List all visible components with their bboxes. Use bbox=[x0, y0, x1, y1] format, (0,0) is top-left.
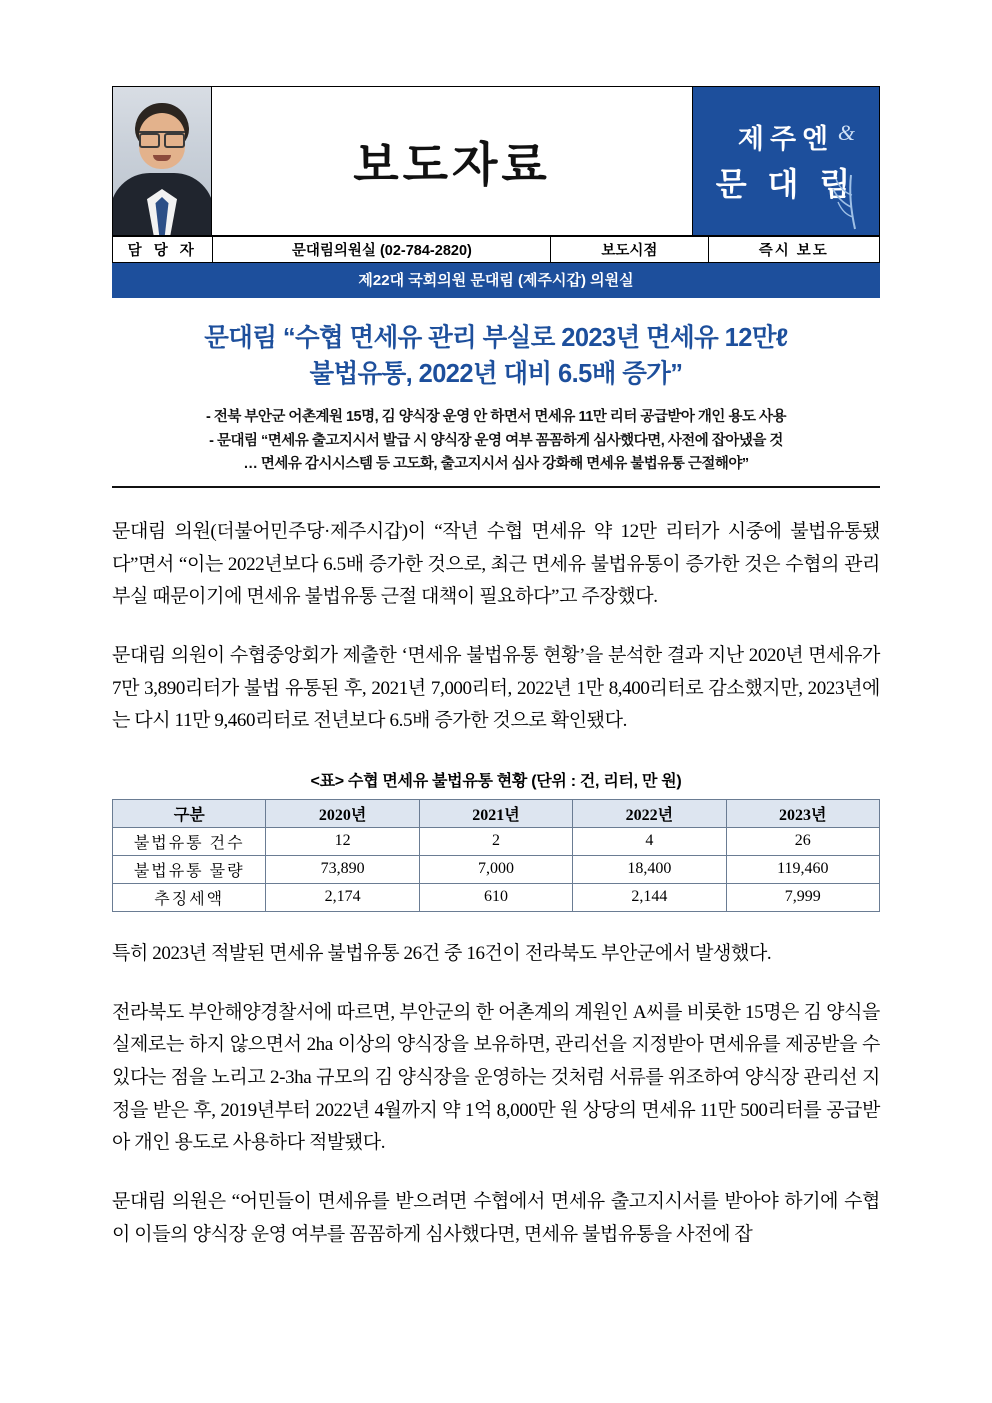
table-row bbox=[113, 856, 880, 884]
column-header: 2021년 bbox=[419, 800, 572, 828]
paragraph: 특히 2023년 적발된 면세유 불법유통 26건 중 16건이 전라북도 부안군에서 발생했다. bbox=[112, 943, 772, 964]
table-cell: 26 bbox=[726, 828, 879, 856]
table-cell: 4 bbox=[573, 828, 726, 856]
table-row bbox=[113, 237, 880, 263]
portrait-illustration bbox=[113, 87, 211, 235]
glasses-icon bbox=[139, 131, 185, 146]
office-banner: 제22대 국회의원 문대림 (제주시갑) 의원실 bbox=[112, 263, 880, 298]
table-cell: 12 bbox=[266, 828, 419, 856]
logo-line-1: 제주엔 bbox=[737, 124, 835, 154]
paragraph: 문대림 의원은 “어민들이 면세유를 받으려면 수협에서 면세유 출고지시서를 받아야 하기에 수협이 이들의 양식장 운영 여부를 꼼꼼하게 심사했다면, 면세유 불법유통을 사전에 잡 bbox=[112, 1191, 880, 1245]
release-timing-value: 즉시 보도 bbox=[708, 237, 879, 263]
table-cell: 18,400 bbox=[573, 856, 726, 884]
table-cell: 7,999 bbox=[726, 884, 879, 912]
document-title-cell bbox=[212, 87, 693, 236]
contact-label: 담 당 자 bbox=[113, 237, 213, 263]
table-caption: <표> 수협 면세유 불법유통 현황 (단위 : 건, 리터, 만 원) bbox=[310, 773, 682, 790]
table-cell: 2,174 bbox=[266, 884, 419, 912]
page-title: 보도자료 bbox=[353, 137, 551, 191]
table-cell: 2,144 bbox=[573, 884, 726, 912]
contact-value: 문대림의원실 (02-784-2820) bbox=[213, 237, 551, 263]
table-cell: 73,890 bbox=[266, 856, 419, 884]
column-header: 2022년 bbox=[573, 800, 726, 828]
ampersand-icon: & bbox=[837, 120, 855, 145]
column-header: 2023년 bbox=[726, 800, 879, 828]
logo-line-2: 문 대 림 bbox=[715, 166, 857, 202]
row-label: 불법유통 물량 bbox=[113, 856, 266, 884]
divider bbox=[112, 486, 880, 488]
headline bbox=[112, 320, 880, 392]
table-header-row bbox=[113, 800, 880, 828]
table-cell: 610 bbox=[419, 884, 572, 912]
illegal-distribution-table bbox=[112, 799, 880, 912]
subheadline-item: … 면세유 감시시스템 등 고도화, 출고지시서 심사 강화해 면세유 불법유통 근절해야” bbox=[243, 455, 749, 472]
headline-line-2: 불법유통, 2022년 대비 6.5배 증가” bbox=[309, 360, 683, 389]
body-content bbox=[112, 516, 880, 1251]
subheadline-list bbox=[112, 406, 880, 476]
press-release-header bbox=[112, 86, 880, 236]
release-timing-label: 보도시점 bbox=[551, 237, 708, 263]
paragraph: 문대림 의원이 수협중앙회가 제출한 ‘면세유 불법유통 현황’을 분석한 결과 지난 2020년 면세유가 7만 3,890리터가 불법 유통된 후, 2021년 7,000리터, 2022년 1만 8,400리터로 감소했지만, 2023년에는 다시 11만 9,460리터로 전년보다 6.5배 증가한 것으로 확인됐다. bbox=[112, 644, 880, 732]
column-header: 2020년 bbox=[266, 800, 419, 828]
subheadline-item: - 문대림 “면세유 출고지시서 발급 시 양식장 운영 여부 꼼꼼하게 심사했다면, 사전에 잡아냈을 것 bbox=[209, 432, 783, 449]
table-cell: 119,460 bbox=[726, 856, 879, 884]
column-header: 구분 bbox=[113, 800, 266, 828]
table-cell: 2 bbox=[419, 828, 572, 856]
table-cell: 7,000 bbox=[419, 856, 572, 884]
paragraph: 전라북도 부안해양경찰서에 따르면, 부안군의 한 어촌계의 계원인 A씨를 비롯한 15명은 김 양식을 실제로는 하지 않으면서 2ha 이상의 양식장을 보유하면, 관리선을 지정받아 면세유를 제공받을 수 있다는 점을 노리고 2-3ha 규모의 김 양식장을 운영하는 것처럼 서류를 위조하여 양식장 관리선 지정을 받은 후, 2019년부터 2022년 4월까지 약 1억 8,000만 원 상당의 면세유 11만 500리터를 공급받아 개인 용도로 사용하다 적발됐다. bbox=[112, 1001, 880, 1154]
row-label: 추징세액 bbox=[113, 884, 266, 912]
headline-line-1: 문대림 “수협 면세유 관리 부실로 2023년 면세유 12만ℓ bbox=[204, 324, 788, 352]
table-row bbox=[113, 884, 880, 912]
contact-meta-table bbox=[112, 236, 880, 263]
brand-logo-cell bbox=[693, 87, 880, 236]
brand-logo bbox=[693, 87, 879, 235]
paragraph: 문대림 의원(더불어민주당·제주시갑)이 “작년 수협 면세유 약 12만 리터가 시중에 불법유통됐다”면서 “이는 2022년보다 6.5배 증가한 것으로, 최근 면세유 불법유통이 증가한 것은 수협의 관리 부실 때문이기에 면세유 불법유통 근절 대책이 필요하다”고 주장했다. bbox=[112, 520, 880, 608]
subheadline-item: - 전북 부안군 어촌계원 15명, 김 양식장 운영 안 하면서 면세유 11만 리터 공급받아 개인 용도 사용 bbox=[205, 409, 787, 426]
bamboo-icon bbox=[821, 167, 865, 231]
table-row bbox=[113, 828, 880, 856]
row-label: 불법유통 건수 bbox=[113, 828, 266, 856]
official-portrait bbox=[113, 87, 212, 236]
